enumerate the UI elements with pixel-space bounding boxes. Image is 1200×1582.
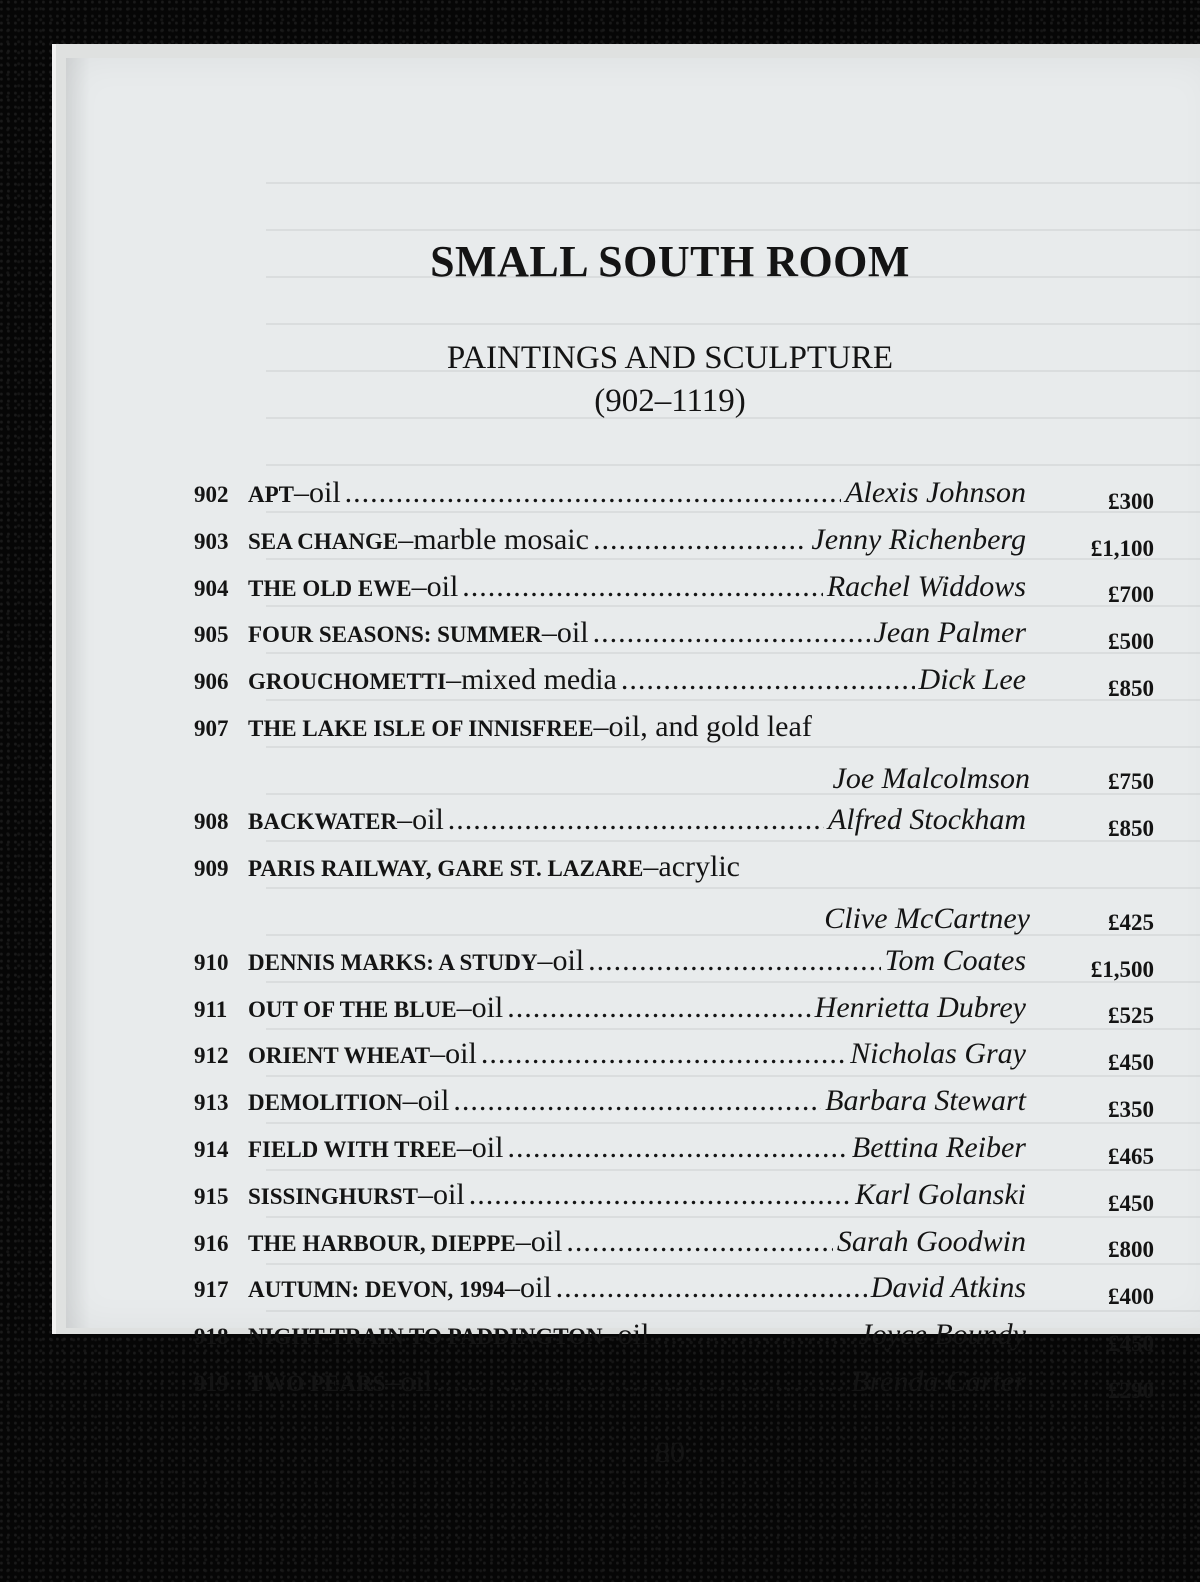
entry-artist: Brenda Carter xyxy=(851,1364,1026,1398)
entry-title: FOUR SEASONS: SUMMER xyxy=(248,622,542,648)
entry-artist: Dick Lee xyxy=(918,663,1026,697)
entry-price: £400 xyxy=(1108,1284,1154,1310)
entry-number: 913 xyxy=(194,1090,229,1116)
entry-number: 914 xyxy=(194,1136,229,1162)
dot-leader xyxy=(436,1365,847,1399)
entry-title: AUTUMN: DEVON, 1994 xyxy=(248,1277,505,1303)
entry-artist: Joyce Boundy xyxy=(858,1318,1026,1352)
entry-number: 918 xyxy=(194,1324,229,1350)
list-item xyxy=(194,1084,1154,1131)
list-item xyxy=(194,476,1154,523)
dot-leader xyxy=(462,570,823,604)
dot-leader xyxy=(453,1084,821,1118)
entry-medium: oil xyxy=(617,1318,650,1352)
catalogue-page xyxy=(66,58,1200,1469)
list-item xyxy=(194,1365,1154,1412)
list-item xyxy=(194,1037,1154,1084)
entry-price: £1,100 xyxy=(1090,535,1154,561)
entry-number: 904 xyxy=(194,575,229,601)
entry-number: 907 xyxy=(194,715,229,741)
entry-title: TWO PEARS xyxy=(248,1370,386,1396)
entry-price: £525 xyxy=(1108,1003,1154,1029)
entry-separator: – xyxy=(541,616,557,650)
entry-medium: oil xyxy=(412,803,444,837)
entry-artist: Alexis Johnson xyxy=(845,476,1026,509)
entry-artist: Barbara Stewart xyxy=(825,1084,1026,1118)
list-item xyxy=(194,710,1154,804)
list-item xyxy=(194,1271,1154,1318)
entry-title: SISSINGHURST xyxy=(248,1183,419,1209)
entry-title: NIGHT TRAIN TO PADDINGTON xyxy=(248,1324,603,1350)
entry-medium: oil xyxy=(445,1037,477,1071)
dot-leader xyxy=(556,1271,867,1305)
entry-separator: – xyxy=(294,476,309,509)
entry-separator: – xyxy=(593,709,609,743)
entry-price: £700 xyxy=(1108,582,1154,608)
entry-artist: Jenny Richenberg xyxy=(811,522,1026,556)
entry-price: £290 xyxy=(1108,1377,1154,1403)
entry-medium: oil xyxy=(471,1130,504,1164)
entry-medium: oil xyxy=(530,1224,563,1258)
list-item xyxy=(194,1225,1154,1272)
entry-medium: oil xyxy=(400,1364,433,1398)
entry-price: £450 xyxy=(1108,1330,1154,1356)
dot-leader xyxy=(507,991,810,1025)
entry-title: THE OLD EWE xyxy=(248,575,412,601)
entry-number: 908 xyxy=(194,809,229,835)
entry-title: GROUCHOMETTI xyxy=(248,669,447,695)
entry-artist: David Atkins xyxy=(870,1271,1026,1305)
dot-leader xyxy=(345,476,842,510)
entry-price: £500 xyxy=(1108,629,1154,655)
entry-separator: – xyxy=(602,1318,618,1352)
entry-separator: – xyxy=(643,850,659,884)
dot-leader xyxy=(566,1225,832,1259)
entry-title: ORIENT WHEAT xyxy=(248,1043,431,1069)
entry-artist: Sarah Goodwin xyxy=(836,1224,1026,1258)
entry-artist: Clive McCartney xyxy=(824,901,1030,935)
entry-medium: oil, and gold leaf xyxy=(608,709,812,743)
list-item xyxy=(194,944,1154,991)
dot-leader xyxy=(481,1037,846,1071)
entry-artist: Nicholas Gray xyxy=(850,1037,1026,1071)
entry-number: 911 xyxy=(194,996,228,1022)
entry-number: 917 xyxy=(194,1277,229,1303)
entry-medium: marble mosaic xyxy=(413,522,589,556)
entry-price: £750 xyxy=(1108,769,1154,795)
entry-price: £425 xyxy=(1108,909,1154,935)
entry-price: £450 xyxy=(1108,1190,1154,1216)
entry-medium: oil xyxy=(471,990,504,1024)
entry-separator: – xyxy=(418,1177,434,1211)
dot-leader xyxy=(469,1178,851,1212)
entry-title: THE LAKE ISLE OF INNISFREE xyxy=(248,715,594,741)
list-item xyxy=(194,1318,1154,1365)
list-item xyxy=(194,850,1154,944)
entry-number: 909 xyxy=(194,856,229,882)
list-item xyxy=(194,663,1154,710)
dot-leader xyxy=(653,1318,854,1352)
entry-medium: acrylic xyxy=(658,850,740,884)
entry-medium: oil xyxy=(520,1271,552,1305)
section-subtitle: PAINTINGS AND SCULPTURE xyxy=(446,340,894,376)
entry-medium: oil xyxy=(309,476,341,509)
list-item xyxy=(194,803,1154,850)
entry-title: FIELD WITH TREE xyxy=(248,1136,457,1162)
page-title: SMALL SOUTH ROOM xyxy=(430,237,910,286)
entry-title: OUT OF THE BLUE xyxy=(248,996,457,1022)
entry-number: 919 xyxy=(194,1370,229,1396)
entry-artist: Rachel Widdows xyxy=(826,569,1026,603)
entry-separator: – xyxy=(515,1224,531,1258)
entry-number: 906 xyxy=(194,669,229,695)
entry-separator: – xyxy=(430,1037,446,1071)
entry-artist: Henrietta Dubrey xyxy=(814,990,1026,1024)
dot-leader xyxy=(593,523,807,557)
entry-artist: Jean Palmer xyxy=(873,616,1026,650)
entry-price: £1,500 xyxy=(1090,956,1154,982)
entry-artist: Alfred Stockham xyxy=(827,803,1026,837)
entry-separator: – xyxy=(456,990,472,1024)
entry-title: DENNIS MARKS: A STUDY xyxy=(248,949,538,975)
entry-separator: – xyxy=(402,1084,418,1118)
entry-number: 916 xyxy=(194,1230,229,1256)
entry-separator: – xyxy=(446,663,462,697)
entry-number: 902 xyxy=(194,482,229,507)
entry-separator: – xyxy=(411,569,427,603)
entry-number: 903 xyxy=(194,528,229,554)
entry-medium: oil xyxy=(556,616,589,650)
entry-number: 910 xyxy=(194,949,229,975)
entry-title: PARIS RAILWAY, GARE ST. LAZARE xyxy=(248,856,644,882)
entry-separator: – xyxy=(397,803,413,837)
entry-separator: – xyxy=(398,522,414,556)
dot-leader xyxy=(593,616,870,650)
entry-artist: Joe Malcolmson xyxy=(832,761,1030,795)
entry-title: BACKWATER xyxy=(248,809,398,835)
entry-separator: – xyxy=(505,1271,520,1305)
dot-leader xyxy=(621,663,915,697)
entry-number: 912 xyxy=(194,1043,229,1069)
list-item xyxy=(194,1131,1154,1178)
list-item xyxy=(194,616,1154,663)
dot-leader xyxy=(588,944,880,978)
entry-artist: Tom Coates xyxy=(884,943,1026,977)
entry-price: £450 xyxy=(1108,1050,1154,1076)
entry-medium: oil xyxy=(552,943,585,977)
entry-price: £300 xyxy=(1108,488,1154,514)
entry-medium: oil xyxy=(417,1084,450,1118)
entry-price: £350 xyxy=(1108,1096,1154,1122)
entry-separator: – xyxy=(537,943,553,977)
entry-title: THE HARBOUR, DIEPPE xyxy=(248,1230,516,1256)
entry-title: APT xyxy=(248,482,294,507)
entry-separator: – xyxy=(456,1130,472,1164)
dot-leader xyxy=(448,803,824,837)
entry-medium: mixed media xyxy=(461,663,617,697)
catalogue-range: (902–1119) xyxy=(594,383,746,419)
entry-medium: oil xyxy=(433,1177,465,1211)
entry-separator: – xyxy=(385,1364,401,1398)
entry-price: £850 xyxy=(1108,816,1154,842)
list-item xyxy=(194,1178,1154,1225)
entry-price: £800 xyxy=(1108,1237,1154,1263)
list-item xyxy=(194,570,1154,617)
page-number: 80 xyxy=(655,1436,685,1469)
entry-list xyxy=(194,476,1154,1412)
entry-title: DEMOLITION xyxy=(248,1090,403,1116)
entry-medium: oil xyxy=(426,569,459,603)
entry-title: SEA CHANGE xyxy=(248,528,399,554)
dot-leader xyxy=(507,1131,847,1165)
entry-price: £465 xyxy=(1108,1143,1154,1169)
entry-artist: Bettina Reiber xyxy=(851,1130,1026,1164)
entry-artist: Karl Golanski xyxy=(855,1177,1026,1211)
list-item xyxy=(194,991,1154,1038)
list-item xyxy=(194,523,1154,570)
entry-number: 915 xyxy=(194,1183,229,1209)
entry-price: £850 xyxy=(1108,675,1154,701)
entry-number: 905 xyxy=(194,622,229,648)
